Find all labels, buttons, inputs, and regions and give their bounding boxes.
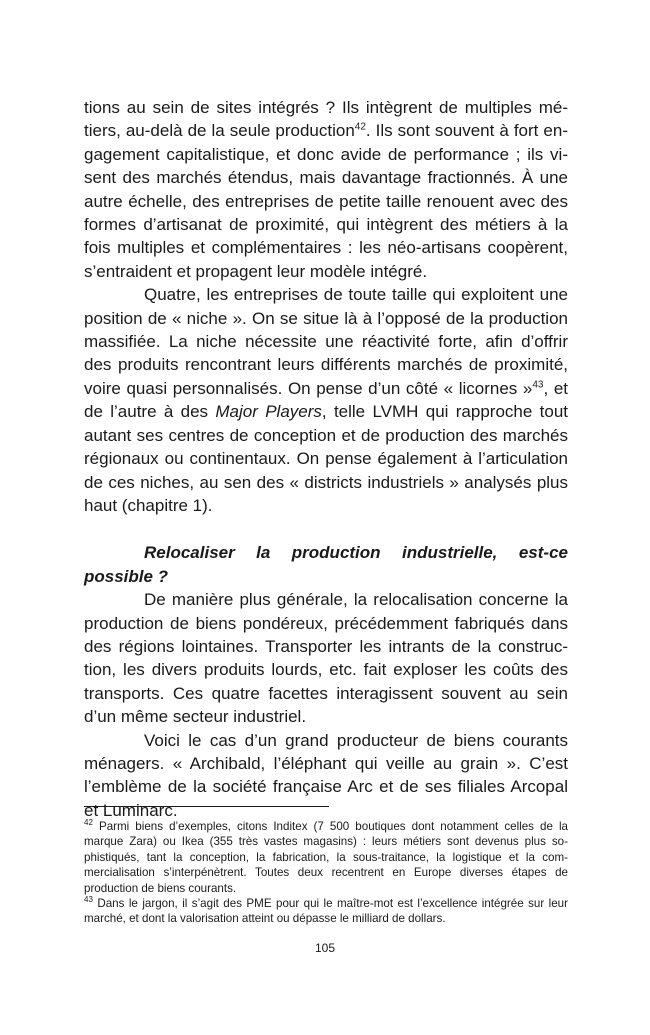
footnote-43: [84, 896, 568, 927]
main-text: [84, 96, 568, 822]
paragraph-2: [84, 283, 568, 517]
footnote-separator: [84, 806, 329, 807]
footnote-42-mark: 42: [84, 818, 93, 828]
footnote-ref-43: 43: [532, 379, 544, 391]
section-heading: Relocaliser la production industrielle, est-ce possible ?: [84, 543, 568, 586]
paragraph-1-continued: . Ils sont souvent à fort engagement capitalistique, et donc avide de performance ; ils visent des marchés étendus, mais davantage fractionnés. À une autre échelle, des entreprises de petite taille renouent avec des formes d’artisanat de proximité, qui intègrent des métiers à la fois multiples et complémentaires : les néo-artisans coopèrent, s’entraident et propagent leur modèle intégré.: [84, 121, 568, 281]
paragraph-2-text: Quatre, les entreprises de toute taille qui exploitent une position de « niche ». On se situe là à l’opposé de la production massifiée. La niche nécessite une réactivité forte, afin d’offrir des produits rencontrant leurs différents marchés de proximité, voire quasi personnalisés. On pense d’un côté « licornes »: [84, 285, 568, 398]
paragraph-1-text: tions au sein de sites intégrés ? Ils intègrent de multiples métiers, au-delà de la seule production: [84, 98, 568, 141]
footnote-43-text: Dans le jargon, il s’agit des PME pour qui le maître-mot est l’excellence intégrée sur leur marché, et dont la valorisation atteint ou dépasse le milliard de dollars.: [84, 897, 568, 926]
footnote-42: [84, 819, 568, 896]
footnote-43-mark: 43: [84, 895, 93, 905]
paragraph-2-italic: Major Players: [215, 402, 322, 422]
footnotes: [84, 819, 568, 927]
paragraph-4: Voici le cas d’un grand producteur de biens courants ménagers. « Archibald, l’éléphant qui veille au grain ». C’est l’emblème de la société française Arc et de ses filiales Arcopal et Luminarc.: [84, 730, 568, 820]
page-number: 105: [314, 941, 336, 955]
paragraph-2-continued: , telle LVMH qui rapproche tout autant ses centres de conception et de production des marchés régionaux ou continentaux. On pense également à l’articulation de ces niches, au sen des « districts industriels » analysés plus haut (chapitre 1).: [84, 402, 568, 515]
paragraph-1: [84, 96, 568, 283]
paragraph-3: De manière plus générale, la relocalisation concerne la production de biens pondéreux, précédemment fabriqués dans des régions lointaines. Transporter les intrants de la construction, les divers produits lourds, etc. fait exploser les coûts des transports. Ces quatre facettes interagissent souvent au sein d’un même secteur industriel.: [84, 590, 568, 727]
footnote-ref-42: 42: [354, 121, 366, 133]
footnote-42-text: Parmi biens d’exemples, citons Inditex (7 500 boutiques dont notamment celles de la marque Zara) ou Ikea (355 très vastes magasins) : leurs métiers sont devenus plus sophistiqués, tant la conception, la fabrication, la sous-traitance, la logistique et la commercialisation s’interpénètrent. Toutes deux recentrent en Europe diverses étapes de production de biens courants.: [84, 820, 568, 895]
paragraph-2-middle: , et de l’autre à des: [84, 378, 569, 422]
